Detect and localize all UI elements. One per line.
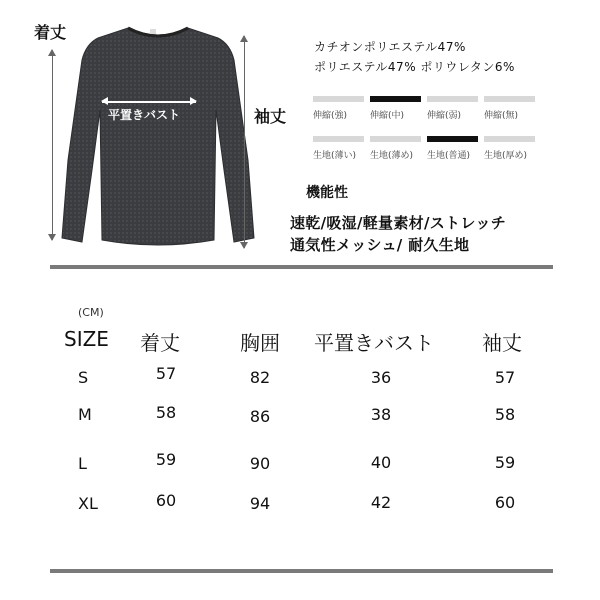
thickness-label: 生地(普通) <box>427 151 471 161</box>
top-divider <box>50 265 553 269</box>
table-cell-length: 58 <box>155 403 177 422</box>
material-line-2: ポリエステル47% ポリウレタン6% <box>314 60 515 74</box>
thickness-seg-normal <box>427 136 478 142</box>
function-line-1: 速乾/吸湿/軽量素材/ストレッチ <box>290 214 507 232</box>
table-cell-length: 57 <box>155 364 177 383</box>
function-line-2: 通気性メッシュ/ 耐久生地 <box>290 236 470 254</box>
bust-label: 平置きバスト <box>108 108 181 122</box>
length-label: 着丈 <box>34 23 67 42</box>
table-cell-bust: 38 <box>370 405 392 424</box>
sleeve-label: 袖丈 <box>254 107 287 126</box>
table-cell-chest: 90 <box>249 454 271 473</box>
header-sleeve: 袖丈 <box>482 331 522 355</box>
stretch-seg-medium <box>370 96 421 102</box>
table-cell-bust: 42 <box>370 493 392 512</box>
header-bust: 平置きバスト <box>314 331 434 355</box>
thickness-label: 生地(厚め) <box>484 151 528 161</box>
stretch-seg-none <box>484 96 535 102</box>
table-cell-bust: 40 <box>370 453 392 472</box>
table-cell-length: 60 <box>155 491 177 510</box>
header-length: 着丈 <box>140 331 180 355</box>
table-row-size: XL <box>78 494 98 513</box>
thickness-label: 生地(薄め) <box>370 151 414 161</box>
stretch-seg-weak <box>427 96 478 102</box>
stretch-scale <box>313 96 541 102</box>
table-cell-sleeve: 58 <box>494 405 516 424</box>
stretch-labels <box>313 108 541 121</box>
sleeve-arrow <box>244 36 245 248</box>
stretch-label: 伸縮(弱) <box>427 111 462 121</box>
thickness-labels <box>313 148 541 161</box>
stretch-label: 伸縮(無) <box>484 111 519 121</box>
table-cell-chest: 82 <box>249 368 271 387</box>
table-cell-bust: 36 <box>370 368 392 387</box>
thickness-label: 生地(薄い) <box>313 151 357 161</box>
table-cell-chest: 86 <box>249 407 271 426</box>
table-cell-sleeve: 60 <box>494 493 516 512</box>
thickness-seg-thin <box>313 136 364 142</box>
length-arrow <box>52 50 53 240</box>
thickness-seg-thinnish <box>370 136 421 142</box>
bottom-divider <box>50 569 553 573</box>
function-title: 機能性 <box>306 185 348 201</box>
table-row-size: S <box>78 368 89 387</box>
unit-label: (CM) <box>78 306 104 319</box>
table-cell-length: 59 <box>155 450 177 469</box>
thickness-scale <box>313 136 541 142</box>
shirt-illustration <box>58 20 258 260</box>
table-row-size: M <box>78 405 92 424</box>
material-line-1: カチオンポリエステル47% <box>314 40 466 54</box>
table-row-size: L <box>78 454 87 473</box>
table-cell-sleeve: 59 <box>494 453 516 472</box>
table-cell-sleeve: 57 <box>494 368 516 387</box>
header-chest: 胸囲 <box>240 331 280 355</box>
thickness-seg-thickish <box>484 136 535 142</box>
bust-arrow <box>102 101 196 103</box>
header-size: SIZE <box>64 327 109 351</box>
stretch-label: 伸縮(中) <box>370 111 405 121</box>
table-cell-chest: 94 <box>249 494 271 513</box>
stretch-label: 伸縮(強) <box>313 111 348 121</box>
stretch-seg-strong <box>313 96 364 102</box>
